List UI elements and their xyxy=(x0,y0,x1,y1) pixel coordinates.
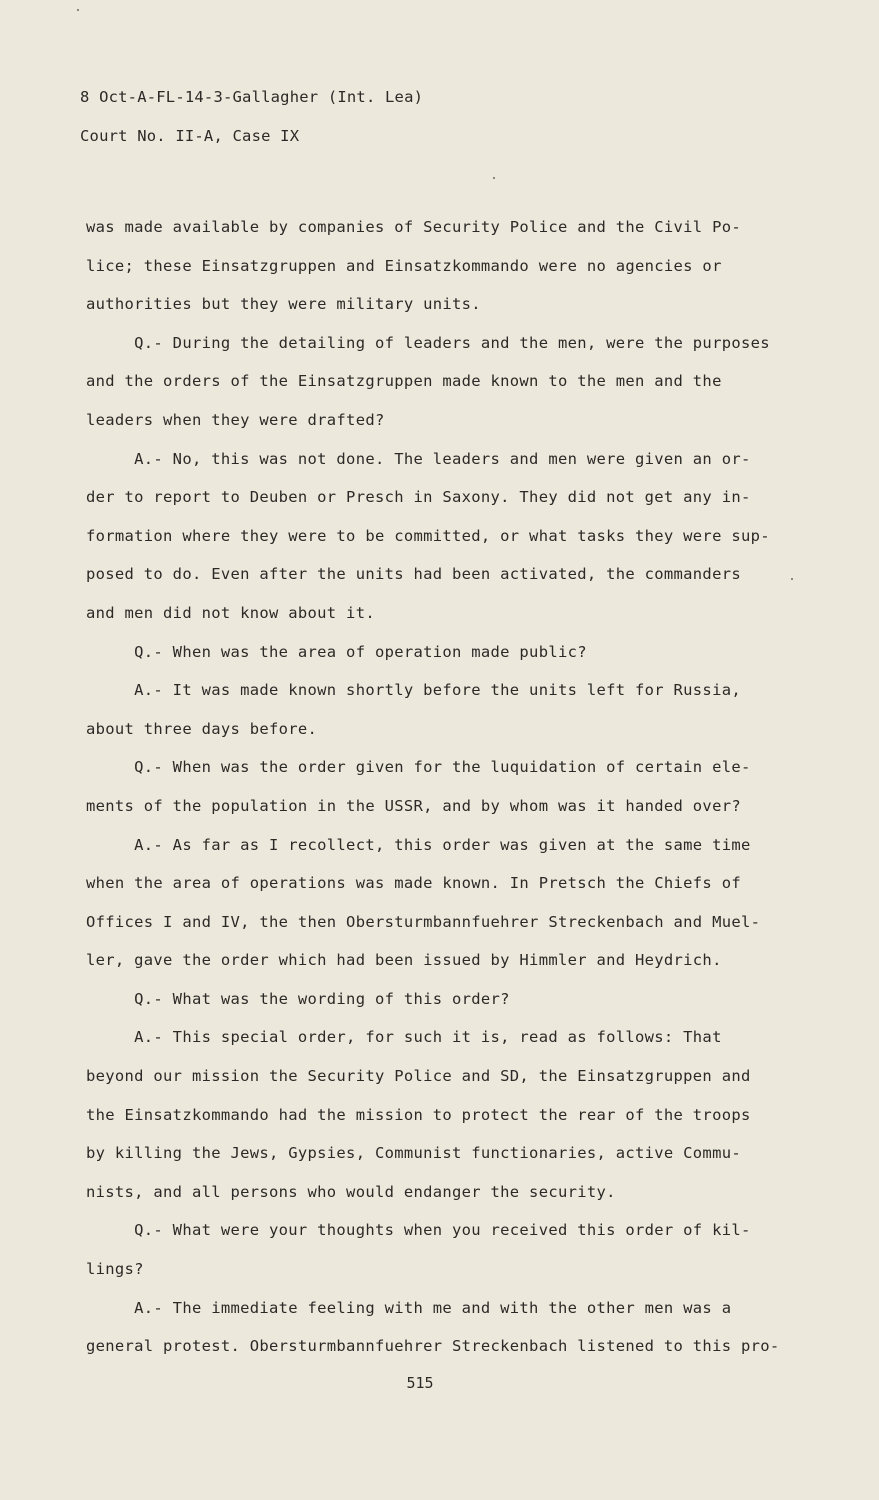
text-line: ments of the population in the USSR, and by whom was it handed over? xyxy=(86,796,741,815)
paper-speck xyxy=(77,9,79,11)
text-line: posed to do. Even after the units had been activated, the commanders xyxy=(86,565,741,584)
text-line: der to report to Deuben or Presch in Saxony. They did not get any in- xyxy=(86,488,751,507)
text-line: A.- It was made known shortly before the units left for Russia, xyxy=(86,681,741,700)
text-line: Q.- When was the area of operation made public? xyxy=(86,642,587,661)
text-line: when the area of operations was made known. In Pretsch the Chiefs of xyxy=(86,874,741,893)
text-line: and the orders of the Einsatzgruppen made known to the men and the xyxy=(86,372,722,391)
text-line: leaders when they were drafted? xyxy=(86,410,385,429)
document-reference-line: 8 Oct-A-FL-14-3-Gallagher (Int. Lea) xyxy=(80,88,424,106)
text-line: A.- This special order, for such it is, read as follows: That xyxy=(86,1028,722,1047)
text-line: nists, and all persons who would endanger the security. xyxy=(86,1182,616,1201)
text-line: was made available by companies of Security Police and the Civil Po- xyxy=(86,218,741,236)
text-line: authorities but they were military units. xyxy=(86,295,481,314)
text-line: Q.- What were your thoughts when you received this order of kil- xyxy=(86,1221,751,1240)
text-line: Q.- During the detailing of leaders and the men, were the purposes xyxy=(86,333,770,352)
text-line: Q.- When was the order given for the luquidation of certain ele- xyxy=(86,758,751,777)
paper-speck xyxy=(791,578,793,580)
text-line: about three days before. xyxy=(86,719,318,738)
text-line: Q.- What was the wording of this order? xyxy=(86,989,510,1008)
transcript-body xyxy=(86,218,786,1376)
text-line: A.- As far as I recollect, this order was given at the same time xyxy=(86,835,751,854)
text-line: ler, gave the order which had been issued by Himmler and Heydrich. xyxy=(86,951,722,970)
court-case-line: Court No. II-A, Case IX xyxy=(80,127,300,145)
text-line: A.- No, this was not done. The leaders and men were given an or- xyxy=(86,449,751,468)
text-line: by killing the Jews, Gypsies, Communist functionaries, active Commu- xyxy=(86,1144,741,1163)
text-line: lice; these Einsatzgruppen and Einsatzkommando were no agencies or xyxy=(86,256,722,275)
text-line: A.- The immediate feeling with me and with the other men was a xyxy=(86,1298,732,1317)
text-line: formation where they were to be committed, or what tasks they were sup- xyxy=(86,526,770,545)
text-line: beyond our mission the Security Police and SD, the Einsatzgruppen and xyxy=(86,1067,751,1086)
text-line: the Einsatzkommando had the mission to protect the rear of the troops xyxy=(86,1105,751,1124)
text-line: general protest. Obersturmbannfuehrer Streckenbach listened to this pro- xyxy=(86,1337,780,1356)
page-number: 515 xyxy=(406,1374,434,1392)
paper-speck xyxy=(493,177,495,179)
text-line: and men did not know about it. xyxy=(86,603,375,622)
text-line: Offices I and IV, the then Obersturmbannfuehrer Streckenbach and Muel- xyxy=(86,912,761,931)
text-line: lings? xyxy=(86,1260,144,1279)
